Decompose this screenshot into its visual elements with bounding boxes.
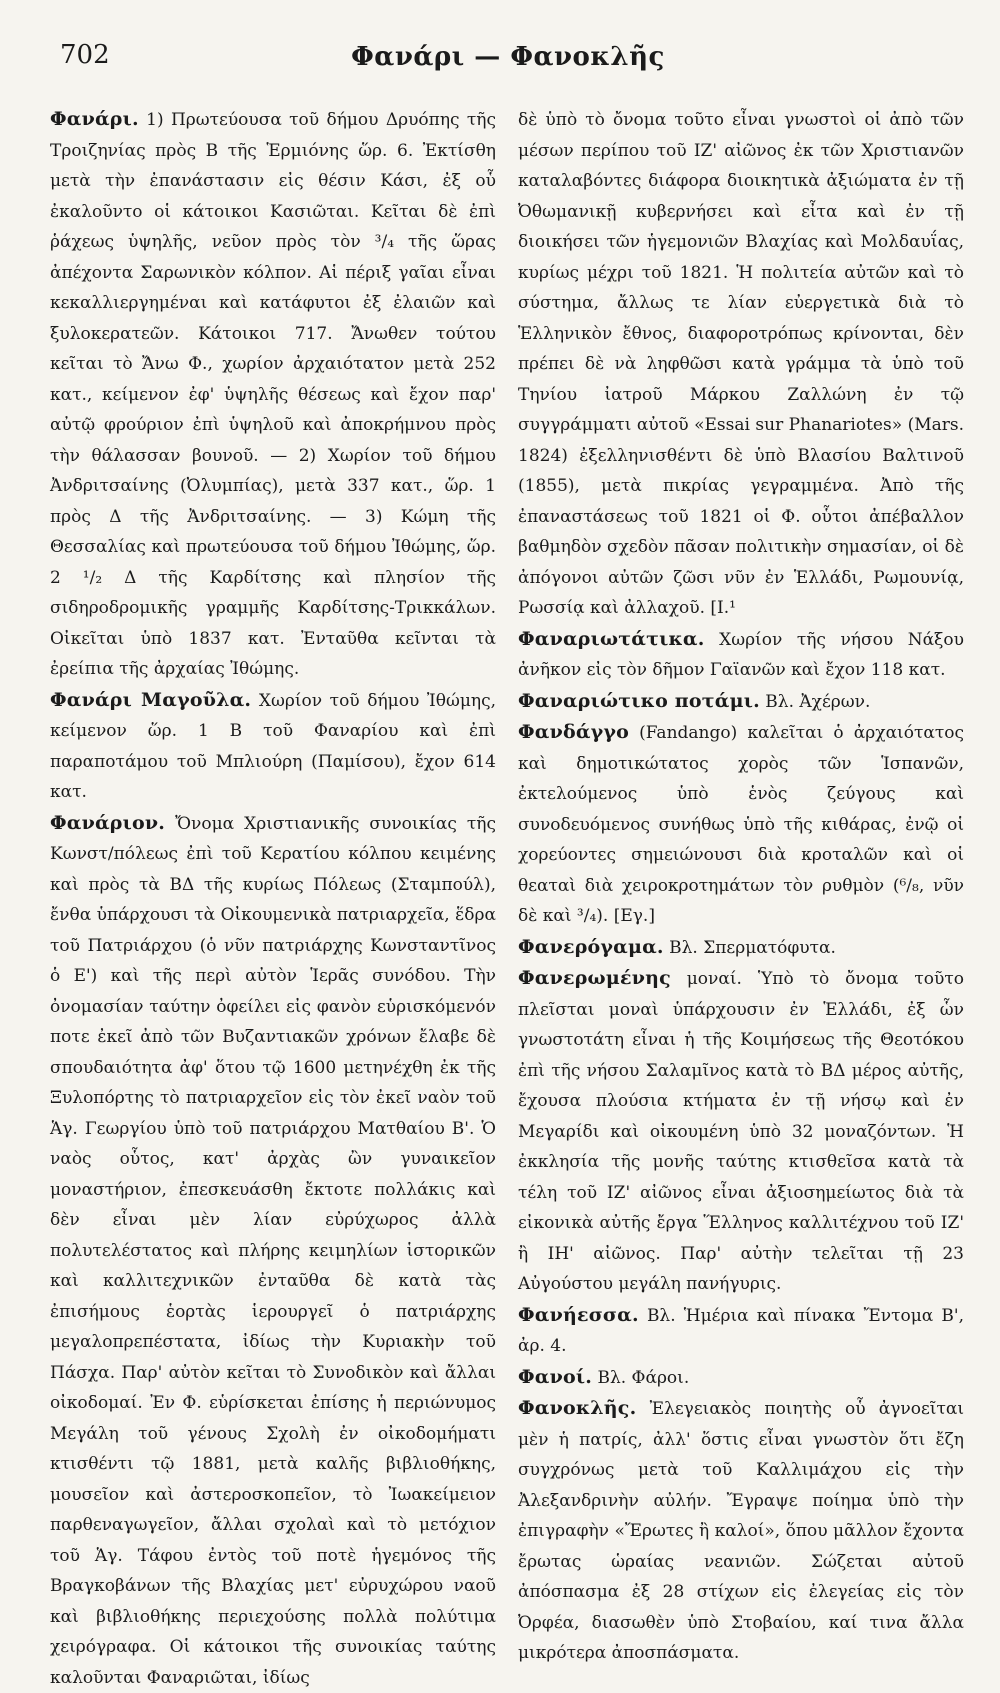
entry-headword: Φανάρι Μαγοῦλα.: [50, 689, 251, 711]
page-number: 702: [60, 40, 110, 70]
entry-fanariotatika: [518, 624, 964, 686]
entry-text: Χωρίον τῆς νήσου Νάξου ἀνῆκον εἰς τὸν δῆμον Γαϊανῶν καὶ ἔχον 118 κατ.: [518, 630, 964, 681]
entry-headword: Φανοί.: [518, 1366, 592, 1388]
entry-text: Βλ. Ἀχέρων.: [760, 692, 870, 712]
entry-text: δὲ ὑπὸ τὸ ὄνομα τοῦτο εἶναι γνωστοὶ οἱ ἀπὸ τῶν μέσων περίπου τοῦ ΙΖ' αἰῶνος ἐκ τῶν Χριστιανῶν καταλαβόντες διάφορα διοικητικὰ ἀξιώματα ἐν τῇ Ὀθωμανικῇ κυβερνήσει καὶ εἶτα καὶ ἐν τῇ διοικήσει τῶν ἡγεμονιῶν Βλαχίας καὶ Μολδαυΐας, κυρίως μέχρι τοῦ 1821. Ἡ πολιτεία αὐτῶν καὶ τὸ σύστημα, ἄλλως τε λίαν εὐεργετικὰ διὰ τὸ Ἑλληνικὸν ἔθνος, διαφοροτρόπως κρίνονται, δὲν πρέπει δὲ νὰ ληφθῶσι κατὰ γράμμα τὰ ὑπὸ τοῦ Τηνίου ἰατροῦ Μάρκου Ζαλλώνη ἐν τῷ συγγράμματι αὐτοῦ «Essai sur Phanariotes» (Mars. 1824) ἐξελληνισθέντι δὲ ὑπὸ Βλασίου Βαλτινοῦ (1855), μετὰ πικρίας γεγραμμένα. Ἀπὸ τῆς ἐπαναστάσεως τοῦ 1821 οἱ Φ. οὗτοι ἀπέβαλλον βαθμηδὸν σχεδὸν πᾶσαν πολιτικὴν σημασίαν, οἱ δὲ ἀπόγονοι αὐτῶν ζῶσι νῦν ἐν Ἑλλάδι, Ρωμουνίᾳ, Ρωσσίᾳ καὶ ἀλλαχοῦ. [Ι.¹: [518, 110, 964, 618]
entry-fanarion-continued: [518, 104, 964, 624]
entry-headword: Φαναριώτικο ποτάμι.: [518, 690, 760, 712]
entry-fanarion: [50, 808, 496, 1693]
entry-text: Χωρίον τοῦ δήμου Ἰθώμης, κείμενον ὥρ. 1 Β τοῦ Φαναρίου καὶ ἐπὶ παραποτάμου τοῦ Μπλιούρη (Παμίσου), ἔχον 614 κατ.: [50, 691, 496, 803]
entry-text: μοναί. Ὑπὸ τὸ ὄνομα τοῦτο πλεῖσται μοναὶ ὑπάρχουσιν ἐν Ἑλλάδι, ἐξ ὧν γνωστοτάτη εἶναι ἡ τῆς Κοιμήσεως τῆς Θεοτόκου ἐπὶ τῆς νήσου Σαλαμῖνος κατὰ τὸ ΒΔ μέρος αὐτῆς, ἔχουσα πλούσια κτήματα ἐν τῇ νήσῳ καὶ ἐν Μεγαρίδι καὶ οἰκουμένη ὑπὸ 32 μοναζόντων. Ἡ ἐκκλησία τῆς μονῆς ταύτης κτισθεῖσα κατὰ τὰ τέλη τοῦ ΙΖ' αἰῶνος εἶναι ἀξιοσημείωτος διὰ τὰ εἰκονικὰ αὐτῆς ἔργα Ἕλληνος καλλιτέχνου τοῦ ΙΖ' ἢ ΙΗ' αἰῶνος. Παρ' αὐτὴν τελεῖται τῇ 23 Αὐγούστου μεγάλη πανήγυρις.: [518, 969, 964, 1294]
entry-headword: Φανάρι.: [50, 108, 139, 130]
entry-text: Βλ. Φάροι.: [592, 1368, 689, 1388]
entry-faniessa: [518, 1300, 964, 1362]
entry-fanariotiko-potami: [518, 686, 964, 718]
entry-headword: Φανήεσσα.: [518, 1304, 639, 1326]
entry-text: Ἐλεγειακὸς ποιητὴς οὗ ἀγνοεῖται μὲν ἡ πατρίς, ἀλλ' ὅστις εἶναι γνωστὸν ὅτι ἔζη συγχρόνως μετὰ τοῦ Καλλιμάχου εἰς τὴν Ἀλεξανδρινὴν αὐλήν. Ἔγραψε ποίημα ὑπὸ τὴν ἐπιγραφὴν «Ἔρωτες ἢ καλοί», ὅπου μᾶλλον ἔχοντα ἔρωτας ὡραίας νεανιῶν. Σώζεται αὐτοῦ ἀπόσπασμα ἐξ 28 στίχων εἰς ἐλεγείας εἰς τὸν Ὀρφέα, διασωθὲν ὑπὸ Στοβαίου, καί τινα ἄλλα μικρότερα ἀποσπάσματα.: [518, 1399, 964, 1663]
entry-headword: Φανδάγγο: [518, 721, 629, 743]
entry-fanokles: [518, 1393, 964, 1669]
left-column: [50, 104, 496, 1693]
entry-fandango: [518, 717, 964, 932]
entry-text: 1) Πρωτεύουσα τοῦ δήμου Δρυόπης τῆς Τροιζηνίας πρὸς Β τῆς Ἑρμιόνης ὥρ. 6. Ἐκτίσθη μετὰ τὴν ἐπανάστασιν εἰς θέσιν Κάσι, ἐξ οὗ ἐκαλοῦντο οἱ κάτοικοι Κασιῶται. Κεῖται δὲ ἐπὶ ῥάχεως ὑψηλῆς, νεῦον πρὸς τὸν ³/₄ τῆς ὥρας ἀπέχοντα Σαρωνικὸν κόλπον. Αἱ πέριξ γαῖαι εἶναι κεκαλλιεργημέναι καὶ κατάφυτοι ἐξ ἐλαιῶν καὶ ξυλοκερατεῶν. Κάτοικοι 717. Ἄνωθεν τούτου κεῖται τὸ Ἄνω Φ., χωρίον ἀρχαιότατον μετὰ 252 κατ., κείμενον ἐφ' ὑψηλῆς θέσεως καὶ ἔχον παρ' αὐτῷ φρούριον ἐπὶ ὑψηλοῦ καὶ ἀποκρήμνου πρὸς τὴν θάλασσαν βουνοῦ. — 2) Χωρίον τοῦ δήμου Ἀνδριτσαίνης (Ὀλυμπίας), μετὰ 337 κατ., ὥρ. 1 πρὸς Δ τῆς Ἀνδριτσαίνης. — 3) Κώμη τῆς Θεσσαλίας καὶ πρωτεύουσα τοῦ δήμου Ἰθώμης, ὥρ. 2 ¹/₂ Δ τῆς Καρδίτσης καὶ πλησίον τῆς σιδηροδρομικῆς γραμμῆς Καρδίτσης-Τρικκάλων. Οἰκεῖται ὑπὸ 1837 κατ. Ἐνταῦθα κεῖνται τὰ ἐρείπια τῆς ἀρχαίας Ἰθώμης.: [50, 110, 496, 679]
page-header: [50, 34, 966, 74]
entry-headword: Φανερόγαμα.: [518, 936, 664, 958]
entry-fanoi: [518, 1362, 964, 1394]
entry-faneromenis: [518, 963, 964, 1300]
entry-fanerogama: [518, 932, 964, 964]
entry-text: Βλ. Ἡμέρια καὶ πίνακα Ἔντομα Β', ἀρ. 4.: [518, 1306, 964, 1357]
text-columns: [50, 104, 966, 1693]
entry-text: (Fandango) καλεῖται ὁ ἀρχαιότατος καὶ δημοτικώτατος χορὸς τῶν Ἱσπανῶν, ἐκτελούμενος ὑπὸ ἑνὸς ζεύγους καὶ συνοδευόμενος συνήθως ὑπὸ τῆς κιθάρας, ἐνῷ οἱ χορεύοντες σημειώνουσι διὰ κροταλῶν καὶ οἱ θεαταὶ διὰ χειροκροτημάτων τὸν ρυθμὸν (⁶/₈, νῦν δὲ καὶ ³/₄). [Εγ.]: [518, 723, 964, 926]
entry-headword: Φανοκλῆς.: [518, 1397, 636, 1419]
running-head: Φανάρι — Φανοκλῆς: [50, 42, 966, 72]
entry-fanari-magoula: [50, 685, 496, 808]
entry-headword: Φανάριον.: [50, 812, 165, 834]
entry-headword: Φαναριωτάτικα.: [518, 628, 705, 650]
right-column: [518, 104, 964, 1693]
entry-fanari: [50, 104, 496, 685]
entry-headword: Φανερωμένης: [518, 967, 671, 989]
entry-text: Βλ. Σπερματόφυτα.: [664, 938, 836, 958]
entry-text: Ὄνομα Χριστιανικῆς συνοικίας τῆς Κωνστ/πόλεως ἐπὶ τοῦ Κερατίου κόλπου κειμένης καὶ πρὸς τὰ ΒΔ τῆς κυρίως Πόλεως (Σταμπούλ), ἔνθα ὑπάρχουσι τὰ Οἰκουμενικὰ πατριαρχεῖα, ἕδρα τοῦ Πατριάρχου (ὁ νῦν πατριάρχης Κωνσταντῖνος ὁ Ε') καὶ τῆς περὶ αὐτὸν Ἱερᾶς συνόδου. Τὴν ὀνομασίαν ταύτην ὀφείλει εἰς φανὸν εὑρισκόμενόν ποτε ἐκεῖ ἀπὸ τῶν Βυζαντιακῶν χρόνων ἔλαβε δὲ σπουδαιότητα ἀφ' ὅτου τῷ 1600 μετηνέχθη ἐκ τῆς Ξυλοπόρτης τὸ πατριαρχεῖον εἰς τὸν ἐκεῖ ναὸν τοῦ Ἁγ. Γεωργίου ὑπὸ τοῦ πατριάρχου Ματθαίου Β'. Ὁ ναὸς οὗτος, κατ' ἀρχὰς ὢν γυναικεῖον μοναστήριον, ἐπεσκευάσθη ἔκτοτε πολλάκις καὶ δὲν εἶναι μὲν λίαν εὐρύχωρος ἀλλὰ πολυτελέστατος καὶ πλήρης κειμηλίων ἱστορικῶν καὶ καλλιτεχνικῶν ἐνταῦθα δὲ κατὰ τὰς ἐπισήμους ἑορτὰς ἱερουργεῖ ὁ πατριάρχης μεγαλοπρεπέστατα, ἰδίως τὴν Κυριακὴν τοῦ Πάσχα. Παρ' αὐτὸν κεῖται τὸ Συνοδικὸν καὶ ἄλλαι οἰκοδομαί. Ἐν Φ. εὑρίσκεται ἐπίσης ἡ περιώνυμος Μεγάλη τοῦ γένους Σχολὴ ἐν οἰκοδομήματι κτισθέντι τῷ 1881, μετὰ καλῆς βιβλιοθήκης, μουσεῖον καὶ ἀστεροσκοπεῖον, τὸ Ἰωακείμειον παρθεναγωγεῖον, ἄλλαι σχολαὶ καὶ τὸ μετόχιον τοῦ Ἁγ. Τάφου ἐντὸς τοῦ ποτὲ ἡγεμόνος τῆς Βραγκοβάνων τῆς Βλαχίας μετ' εὐρυχώρου ναοῦ καὶ βιβλιοθήκης περιεχούσης πολλὰ πολύτιμα χειρόγραφα. Οἱ κάτοικοι τῆς συνοικίας ταύτης καλοῦνται Φαναριῶται, ἰδίως: [50, 814, 496, 1688]
